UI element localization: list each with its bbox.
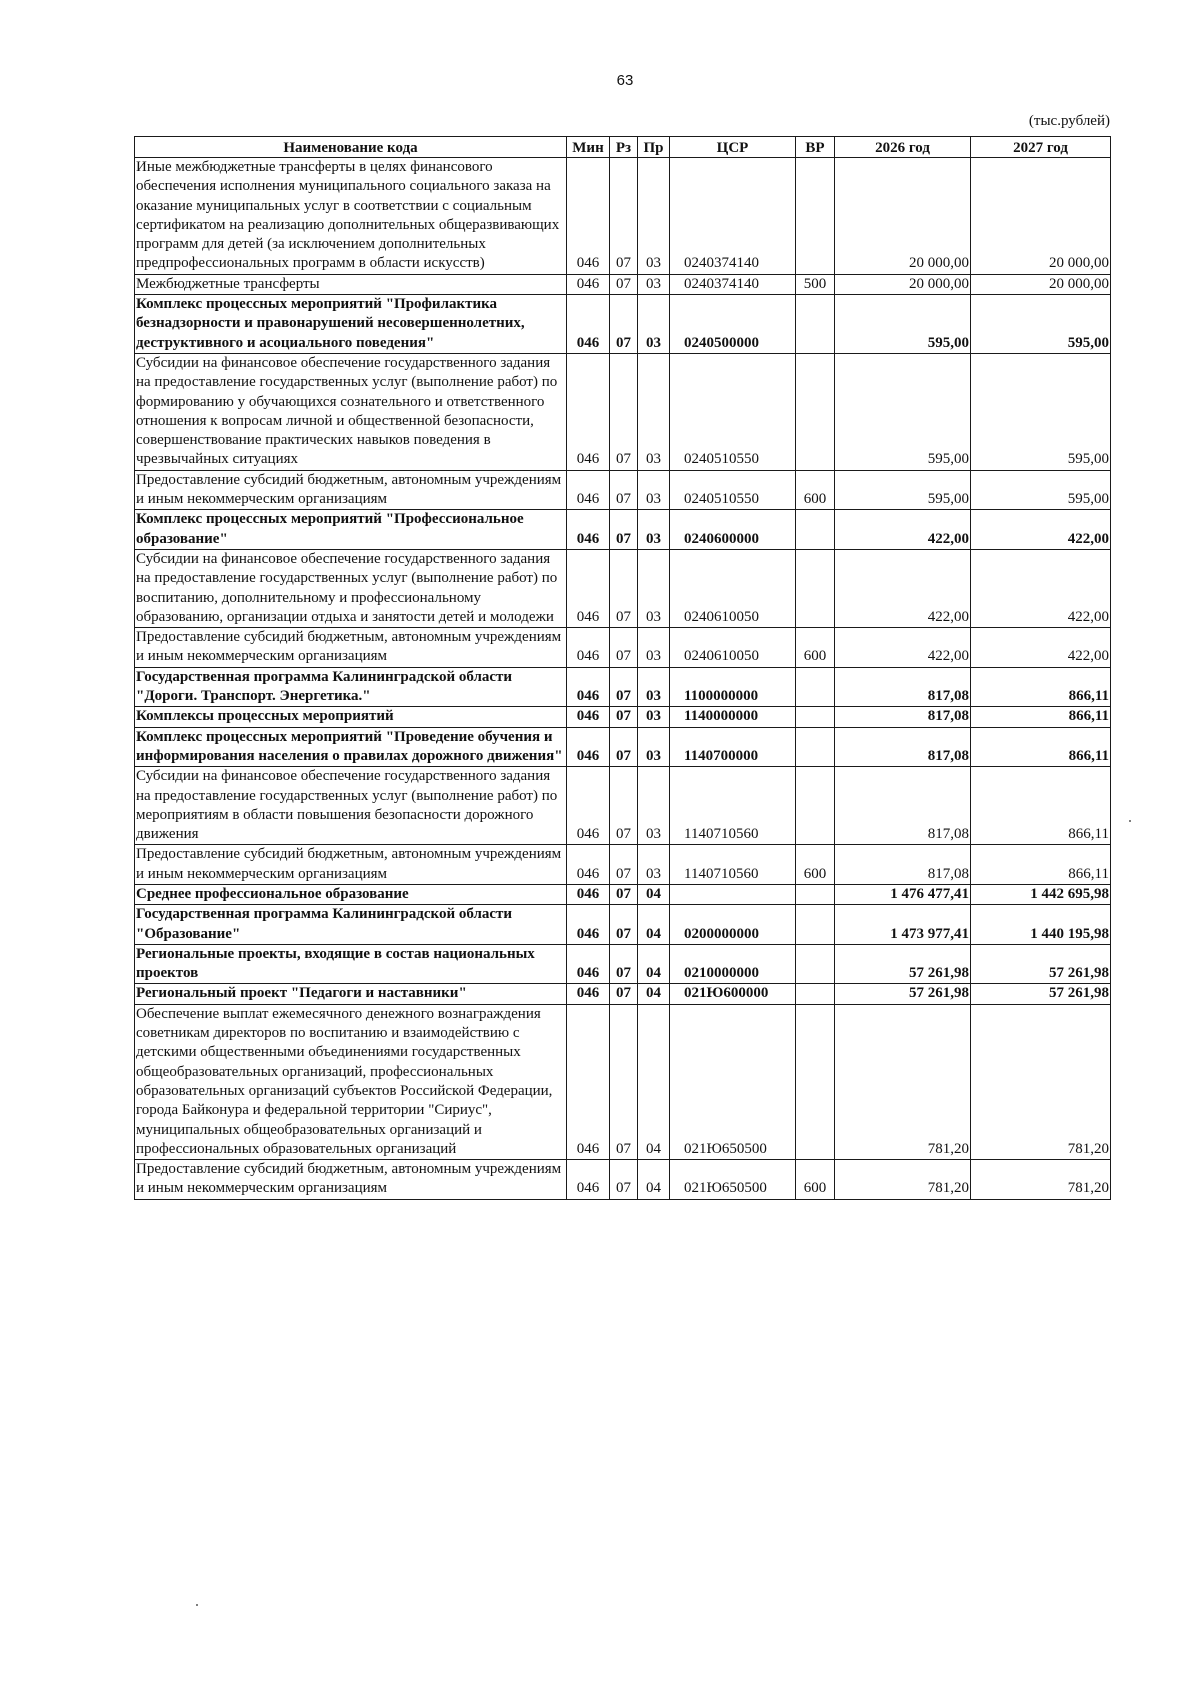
row-name: Субсидии на финансовое обеспечение государственного задания на предоставление государственных услуг (выполнение работ) по формированию у обучающихся сознательного и ответственного отношения к вопросам личной и общественной безопасности, совершенствование практических навыков поведения в чрезвычайных ситуациях — [135, 353, 567, 470]
row-rz: 07 — [610, 727, 638, 767]
table-row — [135, 158, 1111, 275]
row-vr — [796, 944, 835, 984]
table-row — [135, 667, 1111, 707]
row-vr — [796, 905, 835, 945]
row-pr: 04 — [638, 1004, 670, 1159]
row-min: 046 — [567, 470, 610, 510]
row-value-2026: 781,20 — [835, 1004, 971, 1159]
row-value-2027: 595,00 — [971, 295, 1111, 354]
row-min: 046 — [567, 274, 610, 294]
row-rz: 07 — [610, 984, 638, 1004]
row-vr — [796, 984, 835, 1004]
row-csr: 0210000000 — [670, 944, 796, 984]
budget-table — [134, 136, 1111, 1200]
row-pr: 03 — [638, 510, 670, 550]
table-row — [135, 549, 1111, 627]
row-vr: 600 — [796, 628, 835, 668]
row-csr — [670, 884, 796, 904]
table-row — [135, 510, 1111, 550]
table-row — [135, 274, 1111, 294]
header-rz: Рз — [610, 137, 638, 158]
row-rz: 07 — [610, 667, 638, 707]
row-min: 046 — [567, 884, 610, 904]
header-vr: ВР — [796, 137, 835, 158]
row-value-2027: 20 000,00 — [971, 274, 1111, 294]
row-pr: 03 — [638, 667, 670, 707]
row-rz: 07 — [610, 353, 638, 470]
row-pr: 03 — [638, 845, 670, 885]
row-rz: 07 — [610, 510, 638, 550]
row-pr: 04 — [638, 905, 670, 945]
header-min: Мин — [567, 137, 610, 158]
row-value-2027: 422,00 — [971, 549, 1111, 627]
scan-speck — [196, 1604, 198, 1606]
table-row — [135, 470, 1111, 510]
row-csr: 0240374140 — [670, 274, 796, 294]
row-rz: 07 — [610, 1160, 638, 1200]
header-name: Наименование кода — [135, 137, 567, 158]
row-vr — [796, 549, 835, 627]
row-csr: 021Ю600000 — [670, 984, 796, 1004]
header-2027: 2027 год — [971, 137, 1111, 158]
row-min: 046 — [567, 845, 610, 885]
row-name: Государственная программа Калининградской области "Дороги. Транспорт. Энергетика." — [135, 667, 567, 707]
row-min: 046 — [567, 905, 610, 945]
row-value-2026: 57 261,98 — [835, 944, 971, 984]
row-value-2027: 781,20 — [971, 1004, 1111, 1159]
row-name: Обеспечение выплат ежемесячного денежного вознаграждения советникам директоров по воспитанию и взаимодействию с детскими общественными объединениями государственных общеобразовательных организаций, профессиональных образовательных организаций субъектов Российской Федерации, города Байконура и федеральной территории "Сириус", муниципальных общеобразовательных организаций и профессиональных образовательных организаций — [135, 1004, 567, 1159]
row-name: Предоставление субсидий бюджетным, автономным учреждениям и иным некоммерческим организациям — [135, 628, 567, 668]
row-name: Межбюджетные трансферты — [135, 274, 567, 294]
row-csr: 1140710560 — [670, 845, 796, 885]
row-pr: 03 — [638, 549, 670, 627]
row-min: 046 — [567, 707, 610, 727]
row-name: Предоставление субсидий бюджетным, автономным учреждениям и иным некоммерческим организациям — [135, 470, 567, 510]
row-rz: 07 — [610, 767, 638, 845]
row-csr: 0240510550 — [670, 470, 796, 510]
row-vr — [796, 707, 835, 727]
row-vr — [796, 1004, 835, 1159]
row-min: 046 — [567, 353, 610, 470]
row-value-2027: 595,00 — [971, 470, 1111, 510]
row-vr: 600 — [796, 470, 835, 510]
row-csr: 1100000000 — [670, 667, 796, 707]
page-number: 63 — [616, 72, 634, 89]
row-value-2026: 595,00 — [835, 353, 971, 470]
row-value-2026: 422,00 — [835, 549, 971, 627]
row-vr — [796, 510, 835, 550]
row-value-2026: 422,00 — [835, 628, 971, 668]
row-value-2027: 20 000,00 — [971, 158, 1111, 275]
row-value-2027: 595,00 — [971, 353, 1111, 470]
row-rz: 07 — [610, 905, 638, 945]
row-csr: 021Ю650500 — [670, 1160, 796, 1200]
row-vr — [796, 158, 835, 275]
row-pr: 03 — [638, 274, 670, 294]
row-pr: 03 — [638, 767, 670, 845]
row-value-2026: 422,00 — [835, 510, 971, 550]
row-min: 046 — [567, 628, 610, 668]
row-vr — [796, 667, 835, 707]
row-pr: 03 — [638, 158, 670, 275]
row-value-2027: 422,00 — [971, 510, 1111, 550]
table-row — [135, 884, 1111, 904]
row-vr: 600 — [796, 1160, 835, 1200]
row-name: Предоставление субсидий бюджетным, автономным учреждениям и иным некоммерческим организациям — [135, 845, 567, 885]
row-value-2026: 817,08 — [835, 767, 971, 845]
row-value-2027: 866,11 — [971, 767, 1111, 845]
row-rz: 07 — [610, 944, 638, 984]
row-name: Комплекс процессных мероприятий "Проведение обучения и информирования населения о правилах дорожного движения" — [135, 727, 567, 767]
row-csr: 0200000000 — [670, 905, 796, 945]
row-value-2027: 781,20 — [971, 1160, 1111, 1200]
row-pr: 03 — [638, 628, 670, 668]
row-min: 046 — [567, 510, 610, 550]
row-value-2026: 1 476 477,41 — [835, 884, 971, 904]
row-value-2027: 866,11 — [971, 667, 1111, 707]
row-name: Государственная программа Калининградской области "Образование" — [135, 905, 567, 945]
header-2026: 2026 год — [835, 137, 971, 158]
row-name: Региональный проект "Педагоги и наставники" — [135, 984, 567, 1004]
row-min: 046 — [567, 1160, 610, 1200]
row-pr: 03 — [638, 295, 670, 354]
row-min: 046 — [567, 667, 610, 707]
scan-speck — [1129, 820, 1131, 822]
row-name: Субсидии на финансовое обеспечение государственного задания на предоставление государственных услуг (выполнение работ) по воспитанию, дополнительному и профессиональному образованию, организации отдыха и занятости детей и молодежи — [135, 549, 567, 627]
row-pr: 03 — [638, 470, 670, 510]
row-value-2026: 1 473 977,41 — [835, 905, 971, 945]
row-rz: 07 — [610, 628, 638, 668]
row-value-2027: 57 261,98 — [971, 984, 1111, 1004]
table-row — [135, 767, 1111, 845]
row-value-2027: 1 442 695,98 — [971, 884, 1111, 904]
row-name: Комплекс процессных мероприятий "Профилактика безнадзорности и правонарушений несовершеннолетних, деструктивного и асоциального поведения" — [135, 295, 567, 354]
row-rz: 07 — [610, 470, 638, 510]
table-header-row — [135, 137, 1111, 158]
row-csr: 1140710560 — [670, 767, 796, 845]
row-pr: 04 — [638, 944, 670, 984]
table-body — [135, 158, 1111, 1200]
table-row — [135, 628, 1111, 668]
table-row — [135, 944, 1111, 984]
row-value-2026: 595,00 — [835, 470, 971, 510]
row-value-2027: 866,11 — [971, 707, 1111, 727]
units-label: (тыс.рублей) — [1028, 113, 1110, 129]
row-rz: 07 — [610, 158, 638, 275]
row-name: Субсидии на финансовое обеспечение государственного задания на предоставление государственных услуг (выполнение работ) по мероприятиям в области повышения безопасности дорожного движения — [135, 767, 567, 845]
header-csr: ЦСР — [670, 137, 796, 158]
row-value-2026: 781,20 — [835, 1160, 971, 1200]
row-pr: 03 — [638, 707, 670, 727]
row-vr — [796, 767, 835, 845]
table-row — [135, 707, 1111, 727]
row-value-2027: 866,11 — [971, 727, 1111, 767]
row-csr: 0240610050 — [670, 549, 796, 627]
row-value-2026: 817,08 — [835, 707, 971, 727]
row-min: 046 — [567, 767, 610, 845]
row-value-2027: 57 261,98 — [971, 944, 1111, 984]
row-min: 046 — [567, 727, 610, 767]
row-pr: 03 — [638, 353, 670, 470]
row-min: 046 — [567, 549, 610, 627]
row-value-2026: 595,00 — [835, 295, 971, 354]
row-rz: 07 — [610, 549, 638, 627]
row-vr — [796, 295, 835, 354]
row-csr: 0240610050 — [670, 628, 796, 668]
row-min: 046 — [567, 984, 610, 1004]
row-rz: 07 — [610, 707, 638, 727]
row-value-2026: 20 000,00 — [835, 158, 971, 275]
row-pr: 04 — [638, 1160, 670, 1200]
row-csr: 1140700000 — [670, 727, 796, 767]
row-csr: 021Ю650500 — [670, 1004, 796, 1159]
row-rz: 07 — [610, 1004, 638, 1159]
row-pr: 04 — [638, 984, 670, 1004]
row-value-2027: 422,00 — [971, 628, 1111, 668]
row-pr: 04 — [638, 884, 670, 904]
row-vr: 500 — [796, 274, 835, 294]
row-csr: 0240500000 — [670, 295, 796, 354]
row-value-2026: 817,08 — [835, 845, 971, 885]
row-min: 046 — [567, 295, 610, 354]
row-vr: 600 — [796, 845, 835, 885]
row-value-2026: 817,08 — [835, 667, 971, 707]
row-vr — [796, 884, 835, 904]
table-row — [135, 1160, 1111, 1200]
table-row — [135, 353, 1111, 470]
row-min: 046 — [567, 158, 610, 275]
row-min: 046 — [567, 944, 610, 984]
row-value-2026: 817,08 — [835, 727, 971, 767]
row-csr: 0240510550 — [670, 353, 796, 470]
row-name: Комплекс процессных мероприятий "Профессиональное образование" — [135, 510, 567, 550]
row-vr — [796, 353, 835, 470]
table-row — [135, 295, 1111, 354]
header-pr: Пр — [638, 137, 670, 158]
row-name: Региональные проекты, входящие в состав национальных проектов — [135, 944, 567, 984]
row-csr: 0240600000 — [670, 510, 796, 550]
table-row — [135, 984, 1111, 1004]
row-rz: 07 — [610, 845, 638, 885]
row-pr: 03 — [638, 727, 670, 767]
row-value-2026: 20 000,00 — [835, 274, 971, 294]
table-row — [135, 905, 1111, 945]
row-name: Среднее профессиональное образование — [135, 884, 567, 904]
row-value-2026: 57 261,98 — [835, 984, 971, 1004]
table-row — [135, 845, 1111, 885]
row-rz: 07 — [610, 274, 638, 294]
row-csr: 0240374140 — [670, 158, 796, 275]
row-value-2027: 1 440 195,98 — [971, 905, 1111, 945]
row-vr — [796, 727, 835, 767]
table-row — [135, 727, 1111, 767]
table-row — [135, 1004, 1111, 1159]
row-value-2027: 866,11 — [971, 845, 1111, 885]
row-csr: 1140000000 — [670, 707, 796, 727]
row-rz: 07 — [610, 884, 638, 904]
row-rz: 07 — [610, 295, 638, 354]
row-name: Предоставление субсидий бюджетным, автономным учреждениям и иным некоммерческим организациям — [135, 1160, 567, 1200]
row-min: 046 — [567, 1004, 610, 1159]
row-name: Комплексы процессных мероприятий — [135, 707, 567, 727]
row-name: Иные межбюджетные трансферты в целях финансового обеспечения исполнения муниципального социального заказа на оказание муниципальных услуг в соответствии с социальным сертификатом на реализацию дополнительных общеразвивающих программ для детей (за исключением дополнительных предпрофессиональных программ в области искусств) — [135, 158, 567, 275]
